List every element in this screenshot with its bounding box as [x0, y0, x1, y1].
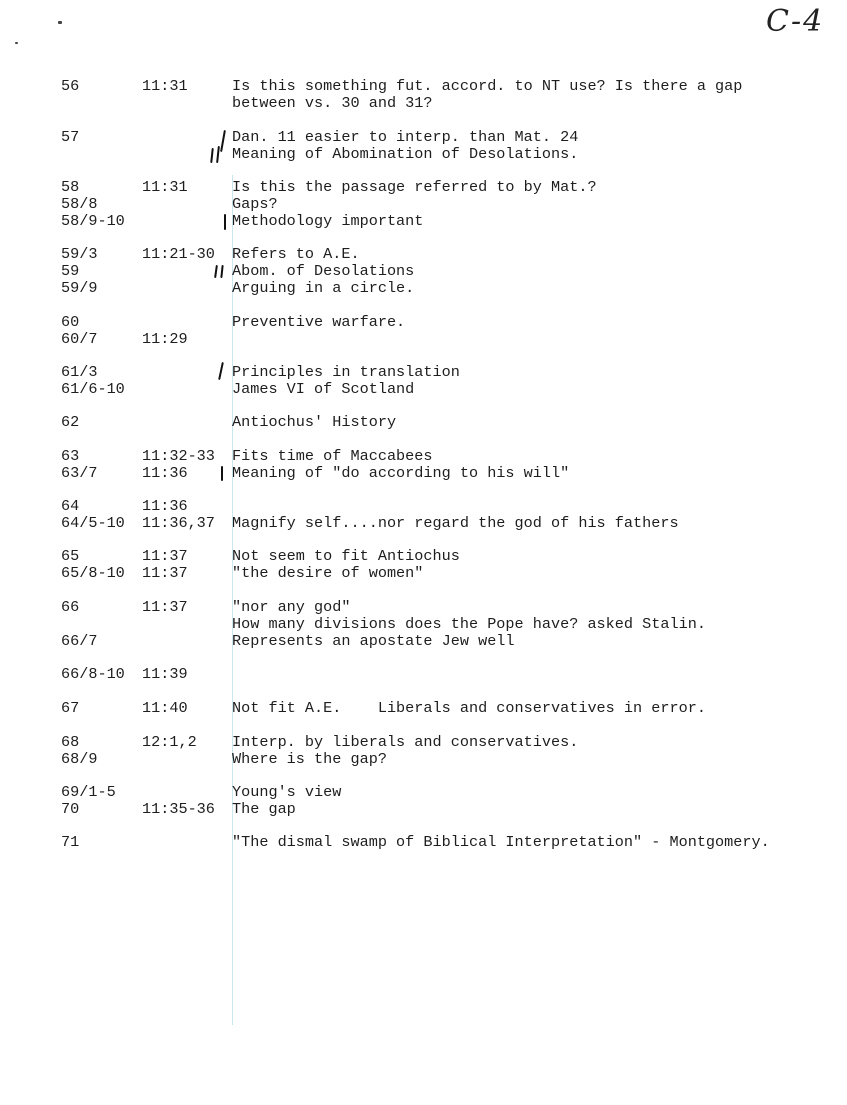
verse-ref: 11:31: [142, 77, 188, 95]
entry-line: [61, 834, 841, 851]
entry-line: [61, 196, 841, 213]
page-ref: 62: [61, 413, 80, 431]
scan-speck: [15, 42, 18, 44]
page-ref: 70: [61, 800, 80, 818]
entry-line: [61, 331, 841, 348]
entry-line: [61, 565, 841, 582]
note-text: How many divisions does the Pope have? asked Stalin.: [232, 615, 706, 633]
note-text: Where is the gap?: [232, 750, 387, 768]
note-text: between vs. 30 and 31?: [232, 94, 433, 112]
entry-line: [61, 95, 841, 112]
page-ref: 61/3: [61, 363, 98, 381]
note-text: "The dismal swamp of Biblical Interpretation" - Montgomery.: [232, 833, 770, 851]
note-text: Young's view: [232, 783, 342, 801]
verse-ref: 11:37: [142, 547, 188, 565]
page-ref: 59/3: [61, 245, 98, 263]
note-text: Interp. by liberals and conservatives.: [232, 733, 579, 751]
verse-ref: 11:21-30: [142, 245, 215, 263]
entry-line: [61, 146, 841, 163]
entry-line: [61, 179, 841, 196]
page-ref: 69/1-5: [61, 783, 116, 801]
page-label: C-4: [766, 4, 825, 39]
note-text: Is this the passage referred to by Mat.?: [232, 178, 597, 196]
page-ref: 59/9: [61, 279, 98, 297]
note-text: Not fit A.E. Liberals and conservatives in error.: [232, 699, 706, 717]
note-text: Dan. 11 easier to interp. than Mat. 24: [232, 128, 579, 146]
page-ref: 64: [61, 497, 80, 515]
verse-ref: 11:39: [142, 665, 188, 683]
note-text: Arguing in a circle.: [232, 279, 415, 297]
entry-line: [61, 801, 841, 818]
entry-line: [61, 734, 841, 751]
entry-line: [61, 633, 841, 650]
note-text: Magnify self....nor regard the god of his fathers: [232, 514, 679, 532]
page-ref: 71: [61, 833, 80, 851]
entry-line: [61, 784, 841, 801]
note-text: James VI of Scotland: [232, 380, 415, 398]
page-ref: 60/7: [61, 330, 98, 348]
page-ref: 66/8-10: [61, 665, 125, 683]
verse-ref: 11:37: [142, 564, 188, 582]
verse-ref: 11:36: [142, 464, 188, 482]
page-ref: 60: [61, 313, 80, 331]
note-text: Preventive warfare.: [232, 313, 406, 331]
entry-line: [61, 78, 841, 95]
page-ref: 61/6-10: [61, 380, 125, 398]
note-text: Principles in translation: [232, 363, 460, 381]
page-ref: 63/7: [61, 464, 98, 482]
page-ref: 58/9-10: [61, 212, 125, 230]
note-text: Fits time of Maccabees: [232, 447, 433, 465]
note-text: "nor any god": [232, 598, 351, 616]
verse-ref: 11:32-33: [142, 447, 215, 465]
page-ref: 66: [61, 598, 80, 616]
note-text: Meaning of Abomination of Desolations.: [232, 145, 579, 163]
entry-line: [61, 213, 841, 230]
note-text: Methodology important: [232, 212, 424, 230]
note-text: Meaning of "do according to his will": [232, 464, 570, 482]
page-ref: 58/8: [61, 195, 98, 213]
entry-line: [61, 246, 841, 263]
verse-ref: 12:1,2: [142, 733, 197, 751]
verse-ref: 11:35-36: [142, 800, 215, 818]
note-text: Not seem to fit Antiochus: [232, 547, 460, 565]
entry-line: [61, 548, 841, 565]
entry-line: [61, 129, 841, 146]
entry-line: [61, 414, 841, 431]
page-ref: 63: [61, 447, 80, 465]
note-text: Antiochus' History: [232, 413, 397, 431]
entry-line: [61, 381, 841, 398]
page-ref: 68/9: [61, 750, 98, 768]
entry-line: [61, 280, 841, 297]
entry-line: [61, 666, 841, 683]
entry-line: [61, 465, 841, 482]
verse-ref: 11:29: [142, 330, 188, 348]
verse-ref: 11:36: [142, 497, 188, 515]
entry-line: [61, 314, 841, 331]
entry-line: [61, 515, 841, 532]
entry-line: [61, 448, 841, 465]
entry-line: [61, 364, 841, 381]
scan-speck: [58, 21, 62, 24]
note-text: "the desire of women": [232, 564, 424, 582]
note-text: Abom. of Desolations: [232, 262, 415, 280]
page-ref: 65: [61, 547, 80, 565]
verse-ref: 11:36,37: [142, 514, 215, 532]
entry-line: [61, 616, 841, 633]
page-ref: 58: [61, 178, 80, 196]
entry-line: [61, 599, 841, 616]
page-ref: 59: [61, 262, 80, 280]
verse-ref: 11:40: [142, 699, 188, 717]
note-text: Refers to A.E.: [232, 245, 360, 263]
note-text: Gaps?: [232, 195, 278, 213]
page-ref: 65/8-10: [61, 564, 125, 582]
entry-line: [61, 751, 841, 768]
page-ref: 56: [61, 77, 80, 95]
page-ref: 57: [61, 128, 80, 146]
note-text: Is this something fut. accord. to NT use? Is there a gap: [232, 77, 743, 95]
entry-line: [61, 700, 841, 717]
entry-line: [61, 498, 841, 515]
verse-ref: 11:31: [142, 178, 188, 196]
verse-ref: 11:37: [142, 598, 188, 616]
page-ref: 67: [61, 699, 80, 717]
note-text: Represents an apostate Jew well: [232, 632, 515, 650]
note-text: The gap: [232, 800, 296, 818]
page-ref: 66/7: [61, 632, 98, 650]
page-ref: 64/5-10: [61, 514, 125, 532]
entry-line: [61, 263, 841, 280]
page-ref: 68: [61, 733, 80, 751]
